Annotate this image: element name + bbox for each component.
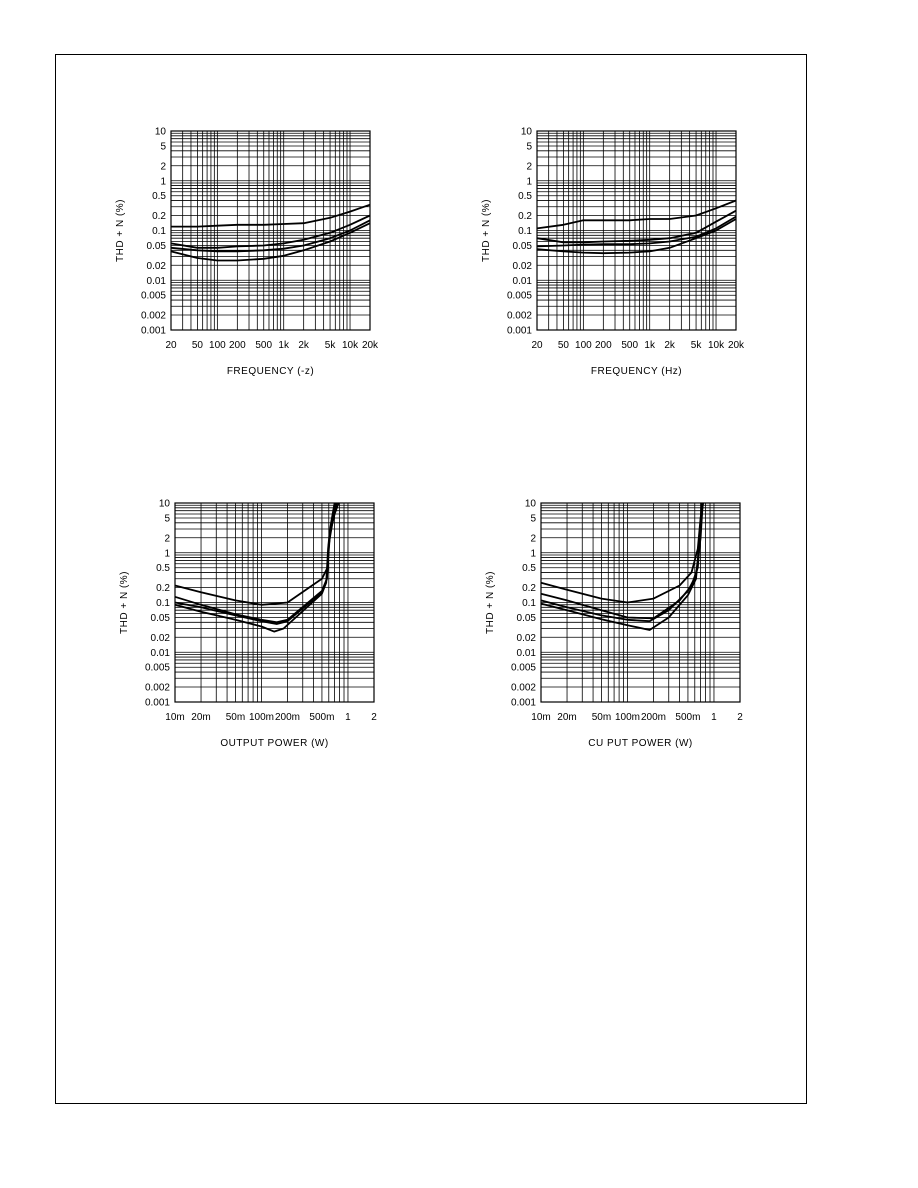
y-tick-label: 0.1: [522, 598, 536, 609]
y-tick-label: 1: [164, 548, 170, 560]
y-tick-label: 10: [158, 498, 170, 510]
y-tick-label: 0.01: [512, 275, 532, 287]
chart-3: [119, 499, 377, 750]
x-tick-label: 50m: [225, 712, 246, 723]
y-tick-label: 0.005: [506, 290, 532, 302]
x-tick-label: 500: [255, 340, 273, 351]
y-axis-label: THD + N (%): [481, 199, 492, 262]
y-tick-label: 0.05: [516, 612, 536, 624]
y-tick-label: 5: [526, 141, 532, 153]
x-tick-label: 20: [531, 340, 543, 351]
chart-2: [481, 127, 745, 378]
y-tick-label: 10: [154, 126, 166, 138]
x-tick-label: 50m: [591, 712, 612, 723]
y-tick-label: 0.2: [518, 211, 532, 223]
y-axis-label: THD + N (%): [115, 199, 126, 262]
x-tick-label: 20: [165, 340, 177, 351]
x-axis-label: FREQUENCY (-z): [226, 366, 315, 377]
y-tick-label: 0.001: [144, 697, 170, 709]
y-tick-label: 2: [164, 533, 170, 545]
y-tick-label: 0.1: [518, 226, 532, 237]
y-tick-label: 0.2: [156, 583, 170, 595]
y-tick-label: 0.5: [152, 191, 166, 203]
y-tick-label: 0.002: [144, 682, 170, 694]
grid: [171, 131, 370, 330]
y-tick-label: 0.05: [146, 240, 166, 252]
y-tick-label: 1: [526, 176, 532, 188]
x-axis-label: OUTPUT POWER (W): [220, 738, 329, 749]
x-tick-label: 500m: [309, 712, 335, 723]
x-tick-label: 10k: [707, 340, 725, 351]
x-tick-label: 200: [228, 340, 246, 351]
y-tick-label: 0.001: [510, 697, 536, 709]
y-tick-label: 0.5: [518, 191, 532, 203]
grid: [175, 503, 374, 702]
y-tick-label: 0.002: [506, 310, 532, 322]
x-axis-label: FREQUENCY (Hz): [590, 366, 683, 377]
x-tick-label: 1: [345, 712, 351, 723]
y-tick-label: 0.01: [150, 647, 170, 659]
x-tick-label: 200m: [275, 712, 301, 723]
x-tick-label: 2k: [298, 340, 309, 351]
x-tick-label: 2k: [664, 340, 675, 351]
y-tick-label: 10: [520, 126, 532, 138]
y-tick-label: 0.005: [144, 662, 170, 674]
x-tick-label: 20k: [361, 340, 379, 351]
x-tick-label: 10m: [531, 712, 551, 723]
x-tick-label: 10k: [341, 340, 359, 351]
y-tick-label: 1: [160, 176, 166, 188]
y-tick-label: 0.005: [140, 290, 166, 302]
y-tick-label: 5: [160, 141, 166, 153]
x-tick-label: 5k: [324, 340, 336, 351]
y-tick-label: 0.2: [152, 211, 166, 223]
y-tick-label: 0.005: [510, 662, 536, 674]
y-axis-label: THD + N (%): [485, 571, 496, 634]
x-tick-label: 100: [575, 340, 592, 351]
x-tick-label: 1k: [278, 340, 289, 351]
x-tick-label: 2: [371, 712, 377, 723]
y-tick-label: 0.002: [140, 310, 166, 322]
series-group: [541, 503, 703, 630]
series-line-3: [541, 503, 703, 621]
y-tick-label: 0.001: [506, 325, 532, 337]
x-tick-label: 200m: [641, 712, 667, 723]
x-tick-label: 20k: [727, 340, 745, 351]
x-tick-label: 200: [594, 340, 612, 351]
y-tick-label: 1: [530, 548, 536, 560]
y-tick-label: 0.001: [140, 325, 166, 337]
y-tick-label: 0.02: [150, 632, 170, 644]
x-tick-label: 20m: [191, 712, 211, 723]
y-tick-label: 0.5: [522, 563, 536, 575]
chart-1: [115, 127, 379, 378]
y-tick-label: 0.2: [522, 583, 536, 595]
y-tick-label: 0.02: [146, 260, 166, 272]
x-tick-label: 500m: [675, 712, 701, 723]
x-tick-label: 100m: [248, 712, 274, 723]
y-tick-label: 5: [164, 513, 170, 525]
chart-4: [485, 499, 743, 750]
x-tick-label: 100: [209, 340, 226, 351]
x-tick-label: 50: [191, 340, 203, 351]
y-tick-label: 0.5: [156, 563, 170, 575]
y-axis-label: THD + N (%): [119, 571, 130, 634]
x-tick-label: 500: [621, 340, 639, 351]
x-tick-label: 2: [737, 712, 743, 723]
y-tick-label: 2: [160, 161, 166, 173]
y-tick-label: 0.01: [146, 275, 166, 287]
grid: [541, 503, 740, 702]
grid: [537, 131, 736, 330]
y-tick-label: 0.1: [152, 226, 166, 237]
x-tick-label: 10m: [165, 712, 185, 723]
y-tick-label: 10: [524, 498, 536, 510]
series-line-4: [175, 503, 335, 632]
x-tick-label: 20m: [557, 712, 577, 723]
x-axis-label: CU PUT POWER (W): [588, 738, 693, 749]
y-tick-label: 0.05: [150, 612, 170, 624]
y-tick-label: 0.05: [512, 240, 532, 252]
y-tick-label: 0.02: [512, 260, 532, 272]
y-tick-label: 2: [526, 161, 532, 173]
series-line-4: [541, 503, 702, 630]
y-tick-label: 2: [530, 533, 536, 545]
x-tick-label: 1k: [644, 340, 655, 351]
x-tick-label: 100m: [614, 712, 640, 723]
series-group: [175, 503, 339, 632]
y-tick-label: 0.02: [516, 632, 536, 644]
y-tick-label: 0.01: [516, 647, 536, 659]
x-tick-label: 50: [557, 340, 569, 351]
y-tick-label: 0.002: [510, 682, 536, 694]
x-tick-label: 1: [711, 712, 717, 723]
y-tick-label: 5: [530, 513, 536, 525]
y-tick-label: 0.1: [156, 598, 170, 609]
x-tick-label: 5k: [690, 340, 702, 351]
